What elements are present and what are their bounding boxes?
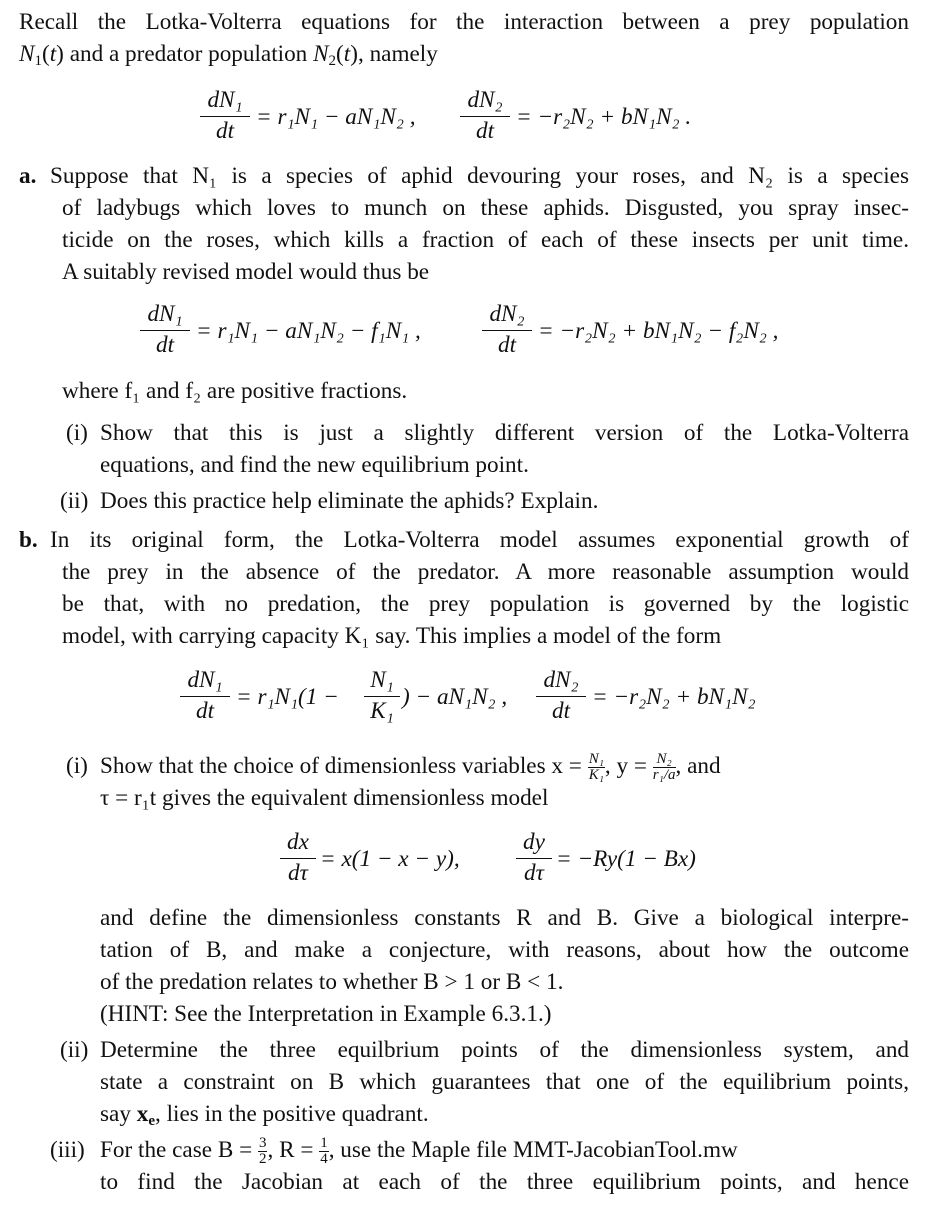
part-a-line-2: of ladybugs which loves to munch on these aphids. Disgusted, you spray insec- [62, 195, 909, 221]
r-value-frac [319, 1136, 329, 1167]
part-b-i-after-3: of the predation relates to whether B > 1 or B < 1. [100, 969, 564, 995]
eqa-frac-1 [140, 300, 190, 359]
part-b-ii-line-2: state a constraint on B which guarantees that one of the equilibrium points, [100, 1069, 909, 1095]
eqb-rhs-1b: ) − aN₁N₂ , [402, 684, 508, 710]
part-b-i-label: (i) [66, 753, 88, 779]
part-b-line-4: model, with carrying capacity K₁ say. This implies a model of the form [62, 623, 722, 649]
eq1-rhs-1: = r₁N₁ − aN₁N₂ , [256, 104, 416, 130]
var-x-frac [588, 752, 605, 783]
part-a-ii-line-1: Does this practice help eliminate the aphids? Explain. [100, 488, 599, 514]
part-a-i-label: (i) [66, 420, 88, 446]
r-value-den: 4 [320, 1151, 328, 1168]
xe-subscript: e [148, 1113, 155, 1129]
part-a-line-1: Suppose that N₁ is a species of aphid devouring your roses, and N₂ is a species [50, 163, 909, 189]
part-a-i-line-1: Show that this is just a slightly different version of the Lotka-Volterra [100, 420, 909, 446]
part-b-i-mid: , y = [604, 753, 647, 779]
dim-frac-1-den: dτ [288, 860, 308, 886]
dim-frac-2-den: dτ [524, 860, 544, 886]
eqa-frac-1-num: dN₁ [147, 301, 183, 327]
part-a-line-4: A suitably revised model would thus be [62, 259, 430, 285]
eqa-frac-2-den: dt [497, 332, 517, 358]
part-b-ii-line-3-pre: say [100, 1101, 131, 1127]
var-x-num: N₁ [588, 751, 604, 768]
eqb-inner-num: N₁ [370, 667, 394, 693]
eq1-frac-2-den: dt [475, 118, 495, 144]
b-value-num: 3 [258, 1135, 267, 1152]
part-b-i-post: , and [675, 753, 721, 779]
eqa-rhs-2: = −r₂N₂ + bN₁N₂ − f₂N₂ , [538, 318, 779, 344]
intro-line-2-end: , namely [357, 41, 438, 67]
dim-frac-2 [516, 828, 552, 887]
eqb-rhs-2: = −r₂N₂ + bN₁N₂ [592, 684, 756, 710]
eq1-frac-1-num: dN₁ [207, 87, 243, 113]
eqb-rhs-1a: = r₁N₁(1 − [236, 684, 339, 710]
part-a-ii-label: (ii) [60, 488, 89, 514]
r-value-num: 1 [320, 1135, 328, 1152]
part-b-ii-line-1: Determine the three equilbrium points of the dimensionless system, and [100, 1037, 909, 1063]
eqb-frac-2-num: dN₂ [543, 667, 579, 693]
eq1-frac-2-num: dN₂ [467, 87, 503, 113]
eqb-frac-1-num: dN₁ [187, 667, 223, 693]
part-b-line-3: be that, with no predation, the prey population is governed by the logistic [62, 591, 909, 617]
var-y-num: N₂ [653, 752, 676, 768]
part-b-label: b. [19, 527, 38, 553]
intro-line-2-text: and a predator population [69, 41, 308, 67]
eqb-frac-2 [536, 666, 586, 725]
part-b-iii-label: (iii) [50, 1137, 85, 1163]
eqb-inner-frac [364, 666, 400, 725]
eqb-frac-2-den: dt [551, 698, 571, 724]
part-b-i-pre: Show that the choice of dimensionless variables x = [100, 753, 582, 779]
xe-symbol: x [136, 1101, 149, 1127]
eq1-frac-1 [200, 86, 250, 145]
eqb-frac-1-den: dt [195, 698, 215, 724]
part-b-i-line-1 [100, 750, 909, 783]
intro-line-2: $N_1(t)$ and a predator population $N_2(t)$, namely [19, 41, 438, 69]
eq1-rhs-2: = −r₂N₂ + bN₁N₂ . [516, 104, 692, 130]
part-b-iii-post: , use the Maple file MMT-JacobianTool.mw [328, 1137, 738, 1163]
part-b-i-line-2: τ = r₁t gives the equivalent dimensionless model [100, 785, 549, 811]
eqa-frac-1-den: dt [155, 332, 175, 358]
eq1-frac-2 [460, 86, 510, 145]
dim-rhs-1: = x(1 − x − y), [320, 846, 460, 872]
part-b-ii-line-3-post: , lies in the positive quadrant. [154, 1101, 429, 1127]
part-a-i-line-2: equations, and find the new equilibrium point. [100, 452, 529, 478]
eq1-frac-1-den: dt [215, 118, 235, 144]
eqa-rhs-1: = r₁N₁ − aN₁N₂ − f₁N₁ , [196, 318, 421, 344]
part-b-line-2: the prey in the absence of the predator. A more reasonable assumption would [62, 559, 909, 585]
part-b-iii-pre: For the case B = [100, 1137, 253, 1163]
eqb-frac-1 [180, 666, 230, 725]
intro-line-1: Recall the Lotka-Volterra equations for the interaction between a prey population [19, 9, 909, 35]
part-b-iii-mid: , R = [267, 1137, 314, 1163]
var-y-frac [653, 752, 676, 783]
part-b-line-1: In its original form, the Lotka-Volterra model assumes exponential growth of [50, 527, 909, 553]
var-y-den: r₁/a [652, 767, 676, 784]
part-a-where: where f₁ and f₂ are positive fractions. [62, 378, 408, 404]
part-b-iii-line-2: to find the Jacobian at each of the three equilibrium points, and hence [100, 1169, 909, 1195]
dim-rhs-2: = −Ry(1 − Bx) [556, 846, 696, 872]
part-b-ii-label: (ii) [60, 1037, 89, 1063]
b-value-den: 2 [258, 1151, 267, 1168]
part-b-ii-line-3 [100, 1098, 429, 1130]
dim-frac-1 [280, 828, 316, 887]
eqa-frac-2-num: dN₂ [489, 301, 525, 327]
part-a-label: a. [19, 163, 37, 189]
dim-frac-1-num: dx [287, 829, 309, 855]
eqb-inner-den: K₁ [370, 698, 394, 724]
var-x-den: K₁ [588, 767, 604, 784]
part-b-hint: (HINT: See the Interpretation in Example 6.3.1.) [100, 1001, 552, 1027]
eqa-frac-2 [482, 300, 532, 359]
dim-frac-2-num: dy [523, 829, 545, 855]
part-a-line-3: ticide on the roses, which kills a fraction of each of these insects per unit time. [62, 227, 909, 253]
part-b-i-after-2: tation of B, and make a conjecture, with reasons, about how the outcome [100, 937, 909, 963]
part-b-i-after-1: and define the dimensionless constants R and B. Give a biological interpre- [100, 905, 909, 931]
part-b-iii-line-1 [100, 1134, 738, 1167]
